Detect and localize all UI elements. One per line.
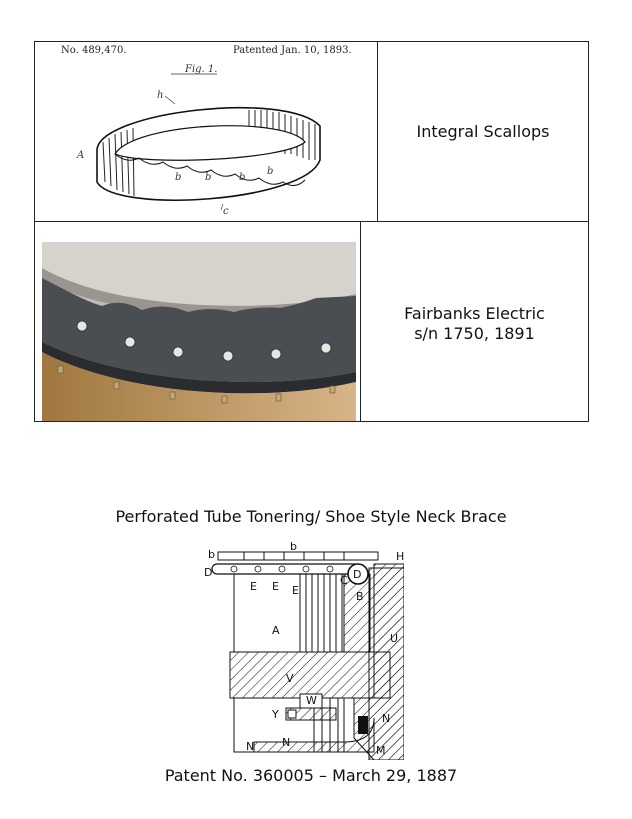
table-bottom-border bbox=[34, 421, 589, 422]
svg-text:N: N bbox=[246, 740, 255, 753]
svg-text:E: E bbox=[292, 584, 299, 597]
rim-drawing bbox=[35, 42, 377, 221]
svg-text:E: E bbox=[250, 580, 257, 593]
svg-text:D: D bbox=[204, 566, 213, 579]
svg-text:b: b bbox=[290, 540, 297, 553]
svg-text:D: D bbox=[353, 568, 362, 581]
svg-text:V: V bbox=[286, 672, 294, 685]
svg-text:U: U bbox=[390, 632, 399, 645]
svg-text:B: B bbox=[356, 590, 364, 603]
patent-caption: Patent No. 360005 – March 29, 1887 bbox=[164, 766, 458, 785]
table-middle-border bbox=[34, 221, 589, 222]
patent-date: Patented Jan. 10, 1893. bbox=[233, 45, 352, 56]
banjo-rim-photo bbox=[42, 242, 356, 421]
tonering-drawing bbox=[204, 538, 404, 760]
patent-number: No. 489,470. bbox=[61, 45, 127, 56]
svg-text:C: C bbox=[340, 574, 348, 587]
fairbanks-caption-line1: Fairbanks Electric bbox=[404, 304, 545, 323]
svg-text:b: b bbox=[267, 166, 274, 177]
fig-label: Fig. 1. bbox=[185, 64, 218, 75]
svg-text:c: c bbox=[223, 206, 229, 217]
svg-text:E: E bbox=[272, 580, 279, 593]
svg-text:b: b bbox=[205, 172, 212, 183]
svg-text:h: h bbox=[157, 90, 164, 101]
table-right-border bbox=[588, 41, 589, 422]
section-title: Perforated Tube Tonering/ Shoe Style Neck Brace bbox=[115, 507, 507, 526]
svg-text:M: M bbox=[376, 744, 386, 757]
svg-text:Y: Y bbox=[272, 708, 279, 721]
svg-text:H: H bbox=[396, 550, 404, 563]
svg-text:N: N bbox=[282, 736, 291, 749]
svg-text:b: b bbox=[208, 548, 215, 561]
neck-brace bbox=[230, 652, 390, 698]
fairbanks-caption-line2: s/n 1750, 1891 bbox=[414, 324, 535, 343]
svg-text:N: N bbox=[382, 712, 391, 725]
integral-scallops-caption: Integral Scallops bbox=[416, 122, 550, 141]
svg-text:A: A bbox=[77, 150, 85, 161]
svg-text:b: b bbox=[239, 172, 246, 183]
svg-text:A: A bbox=[272, 624, 280, 637]
svg-text:W: W bbox=[306, 694, 317, 707]
fairbanks-caption bbox=[361, 304, 588, 344]
svg-text:b: b bbox=[175, 172, 182, 183]
patent-drawing-cell bbox=[35, 42, 377, 221]
